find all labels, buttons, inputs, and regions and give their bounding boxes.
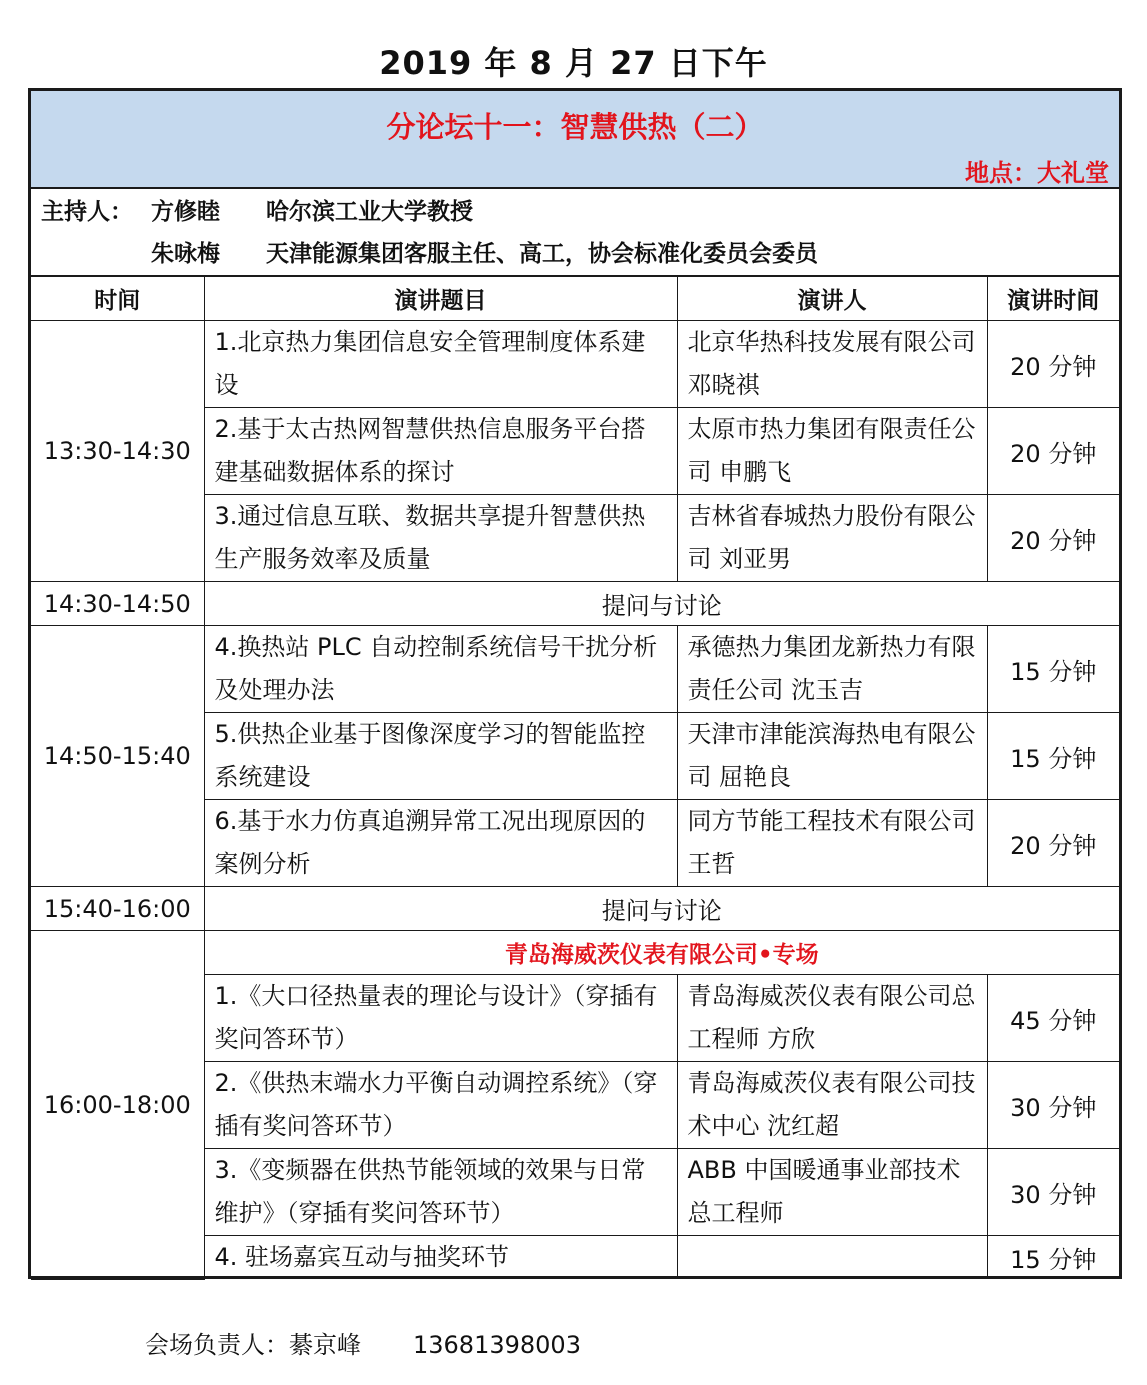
time-slot: 13:30-14:30 <box>31 321 204 582</box>
talk-speaker: 承德热力集团龙新热力有限责任公司 沈玉吉 <box>677 626 987 713</box>
talk-duration: 20 分钟 <box>987 321 1119 408</box>
host-row <box>41 234 818 274</box>
contact-label: 会场负责人：綦京峰 <box>145 1331 361 1359</box>
talk-topic: 6.基于水力仿真追溯异常工况出现原因的案例分析 <box>204 800 677 887</box>
time-slot: 15:40-16:00 <box>31 887 204 931</box>
host-title: 天津能源集团客服主任、高工，协会标准化委员会委员 <box>266 241 818 267</box>
header-time: 时间 <box>31 277 204 321</box>
talk-speaker: 同方节能工程技术有限公司 王哲 <box>677 800 987 887</box>
talk-speaker: 北京华热科技发展有限公司 邓晓祺 <box>677 321 987 408</box>
header-duration: 演讲时间 <box>987 277 1119 321</box>
special-session-title: 青岛海威茨仪表有限公司•专场 <box>204 931 1119 975</box>
talk-duration: 30 分钟 <box>987 1062 1119 1149</box>
talk-speaker: 青岛海威茨仪表有限公司技术中心 沈红超 <box>677 1062 987 1149</box>
talk-topic: 3.通过信息互联、数据共享提升智慧供热生产服务效率及质量 <box>204 495 677 582</box>
talk-duration: 20 分钟 <box>987 800 1119 887</box>
time-slot: 16:00-18:00 <box>31 931 204 1280</box>
host-name: 方修睦 <box>151 199 220 225</box>
talk-speaker: 青岛海威茨仪表有限公司总工程师 方欣 <box>677 975 987 1062</box>
talk-speaker: 天津市津能滨海热电有限公司 屈艳良 <box>677 713 987 800</box>
talk-duration: 20 分钟 <box>987 408 1119 495</box>
talk-topic: 4.换热站 PLC 自动控制系统信号干扰分析及处理办法 <box>204 626 677 713</box>
schedule-frame <box>28 88 1122 1279</box>
talk-speaker: ABB 中国暖通事业部技术总工程师 <box>677 1149 987 1236</box>
time-slot: 14:30-14:50 <box>31 582 204 626</box>
talk-duration: 45 分钟 <box>987 975 1119 1062</box>
talk-topic: 2.基于太古热网智慧供热信息服务平台搭建基础数据体系的探讨 <box>204 408 677 495</box>
hosts-label: 主持人： <box>41 199 133 225</box>
forum-venue: 地点：大礼堂 <box>965 159 1109 187</box>
schedule-table <box>31 277 1119 1280</box>
talk-speaker <box>677 1236 987 1280</box>
talk-duration: 15 分钟 <box>987 713 1119 800</box>
talk-duration: 15 分钟 <box>987 626 1119 713</box>
host-name: 朱咏梅 <box>151 241 220 267</box>
host-title: 哈尔滨工业大学教授 <box>266 199 473 225</box>
forum-banner <box>31 91 1119 189</box>
talk-duration: 20 分钟 <box>987 495 1119 582</box>
talk-speaker: 太原市热力集团有限责任公司 申鹏飞 <box>677 408 987 495</box>
host-row <box>41 192 473 232</box>
talk-topic: 5.供热企业基于图像深度学习的智能监控系统建设 <box>204 713 677 800</box>
qa-session: 提问与讨论 <box>204 887 1119 931</box>
talk-speaker: 吉林省春城热力股份有限公司 刘亚男 <box>677 495 987 582</box>
hosts-section <box>31 189 1119 277</box>
table-row-qa <box>31 582 1119 626</box>
talk-topic: 1.北京热力集团信息安全管理制度体系建设 <box>204 321 677 408</box>
talk-topic: 1.《大口径热量表的理论与设计》（穿插有奖问答环节） <box>204 975 677 1062</box>
talk-topic: 4. 驻场嘉宾互动与抽奖环节 <box>204 1236 677 1280</box>
talk-topic: 2.《供热末端水力平衡自动调控系统》（穿插有奖问答环节） <box>204 1062 677 1149</box>
talk-duration: 30 分钟 <box>987 1149 1119 1236</box>
qa-session: 提问与讨论 <box>204 582 1119 626</box>
header-topic: 演讲题目 <box>204 277 677 321</box>
table-row <box>31 626 1119 713</box>
time-slot: 14:50-15:40 <box>31 626 204 887</box>
forum-name: 分论坛十一：智慧供热（二） <box>386 110 764 144</box>
table-header-row <box>31 277 1119 321</box>
venue-contact <box>145 1325 581 1360</box>
talk-duration: 15 分钟 <box>987 1236 1119 1280</box>
table-row-special <box>31 931 1119 975</box>
header-speaker: 演讲人 <box>677 277 987 321</box>
table-row <box>31 321 1119 408</box>
table-row-qa <box>31 887 1119 931</box>
page-title: 2019 年 8 月 27 日下午 <box>379 44 768 82</box>
contact-phone: 13681398003 <box>413 1331 581 1359</box>
talk-topic: 3.《变频器在供热节能领域的效果与日常维护》（穿插有奖问答环节） <box>204 1149 677 1236</box>
